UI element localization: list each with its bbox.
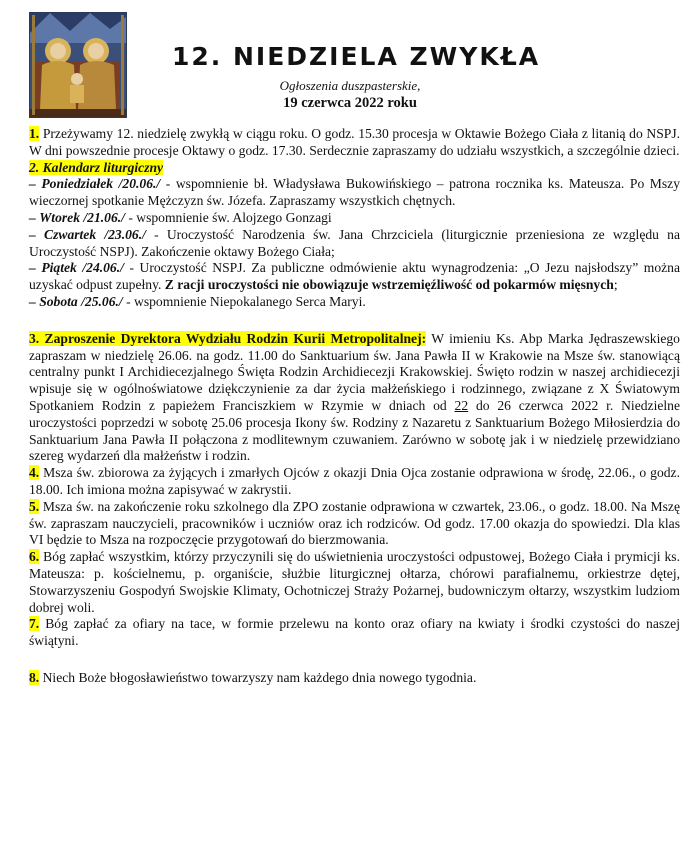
announcement-text: Msza św. na zakończenie roku szkolnego dla ZPO zostanie odprawiona w czwartek, 23.06., o godz. 18.00. Na Mszę św. zapraszam nauczycieli, pracowników i uczniów oraz ich rodziców. Od godz. 17.00 okazja do spowiedzi. Dla klas VI będzie to Msza na rozpoczęcie przygotowań do bierzmowania. [29,498,680,548]
calendar-text: - wspomnienie Niepokalanego Serca Maryi. [122,293,366,309]
announcement-text: Bóg zapłać wszystkim, którzy przyczynili się do uświetnienia uroczystości odpustowej, Bożego Ciała i prymicji ks. Mateusza: p. kościelnemu, p. organiście, służbie liturgicznej ołtarza, chórowi parafialnemu, orkiestrze dętej, Stowarzyszeniu Gospodyń Swojskie Klimaty, Ochotniczej Straży Pożarnej, budowniczym ołtarzy, wszystkim ludziom dobrej woli. [29,549,680,615]
announcement-underlined: 22 [454,397,469,413]
calendar-bold-note: Z racji uroczystości nie obowiązuje wstrzemięźliwość od pokarmów mięsnych [164,277,614,293]
announcement-text: Niech Boże błogosławieństwo towarzyszy nam każdego dnia nowego tygodnia. [39,669,477,685]
calendar-dash: – [29,260,36,276]
announcement-number: 4. [29,465,40,481]
announcement-text: Bóg zapłać za ofiary na tace, w formie przelewu na konto oraz ofiary na kwiaty i środki czystości do naszej świątyni. [29,616,680,649]
calendar-dash: – [29,226,36,242]
calendar-day: Poniedziałek /20.06./ [41,176,161,192]
announcement-1 [29,126,680,160]
calendar-dash: – [29,176,36,192]
announcement-5 [29,499,680,549]
announcement-2-calendar [29,160,680,311]
calendar-dash: – [29,293,36,309]
calendar-text: - Uroczystość NSPJ. Za publiczne odmówienie aktu wynagrodzenia: „O Jezu najsłodszy” można uzyskać odpust zupełny. [29,260,681,293]
calendar-day: Sobota /25.06./ [39,293,123,309]
announcement-text: W imieniu Ks. Abp Marka Jędraszewskiego zapraszam w niedzielę 26.06. na godz. 11.00 do Sanktuarium św. Jana Pawła II w Krakowie na Msze św. stanowiącą centralny punkt I Archidiecezjalnego Święta Rodzin Archidiecezji Krakowskiej. Święto rodzin w naszej archidiecezji wpisuje się w ogólnoświatowe dziękczynienie za dar życia małżeńskiego i rodzinnego, związane z X Światowym Spotkaniem Rodzin z papieżem Franciszkiem w Rzymie w dniach od [29,330,680,413]
stained-glass-holy-family-image [29,12,127,118]
page-date: 19 czerwca 2022 roku [283,95,417,111]
calendar-text: - Uroczystość Narodzenia św. Jana Chrzciciela (liturgicznie przeniesiona ze względu na Uroczystość NSPJ). Zakończenie oktawy Bożego Ciała; [29,226,680,259]
calendar-item-saturday [29,294,680,311]
calendar-text: - wspomnienie św. Alojzego Gonzagi [124,209,332,225]
calendar-item-friday [29,260,680,294]
announcement-number: 7. [29,616,40,632]
page-title: 12. NIEDZIELA ZWYKŁA [172,42,541,71]
announcement-8 [29,670,680,687]
announcement-6 [29,549,680,616]
calendar-text: - wspomnienie bł. Władysława Bukowińskiego – patrona rocznika ks. Mateusza. Po Mszy wieczornej spotkanie Mężczyzn św. Józefa. Zapraszamy wszystkich chętnych. [29,176,680,209]
calendar-day: Czwartek /23.06./ [44,226,146,242]
calendar-day: Piątek /24.06./ [41,260,124,276]
calendar-title: 2. Kalendarz liturgiczny [29,159,164,175]
announcement-number: 5. [29,498,40,514]
calendar-dash: – [29,209,36,225]
announcement-number: 1. [29,126,40,141]
announcement-number: 6. [29,549,40,565]
announcements [29,126,680,687]
announcement-text: Przeżywamy 12. niedzielę zwykłą w ciągu roku. O godz. 15.30 procesja w Oktawie Bożego Ciała z litanią do NSPJ. W dni powszednie procesje Oktawy o godz. 17.30. Serdecznie zapraszamy do udziału wszystkich, a szczególnie dzieci. [29,126,681,158]
calendar-day: Wtorek /21.06./ [39,209,125,225]
announcement-text: Msza św. zbiorowa za żyjących i zmarłych Ojców z okazji Dnia Ojca zostanie odprawiona w środę, 22.06., o godz. 18.00. Ich imiona można zapisywać w zakrystii. [29,465,680,497]
calendar-text-after: ; [613,277,618,293]
announcement-text-cont: do 26 czerwca 2022 r. Niedzielne uroczystości poprzedzi w sobotę 25.06 procesja Ikony św. Rodziny z Nazaretu z Sanktuarium Bożego Miłosierdzia do Sanktuarium Jana Pawła II połączona z modlitewnym czuwaniem. Zarówno w sobotę jak i w niedzielę przewidziano szereg wydarzeń dla małżeństw i rodzin. [29,397,680,464]
announcement-number: 8. [29,669,40,685]
calendar-item-tuesday [29,210,680,227]
announcement-4 [29,465,680,499]
header [0,0,700,125]
announcement-3 [29,331,680,465]
announcement-title: 3. Zaproszenie Dyrektora Wydziału Rodzin Kurii Metropolitalnej: [29,330,427,346]
calendar-item-monday [29,176,680,210]
announcement-7 [29,616,680,650]
page-subtitle: Ogłoszenia duszpasterskie, [279,78,421,93]
calendar-item-thursday [29,227,680,261]
